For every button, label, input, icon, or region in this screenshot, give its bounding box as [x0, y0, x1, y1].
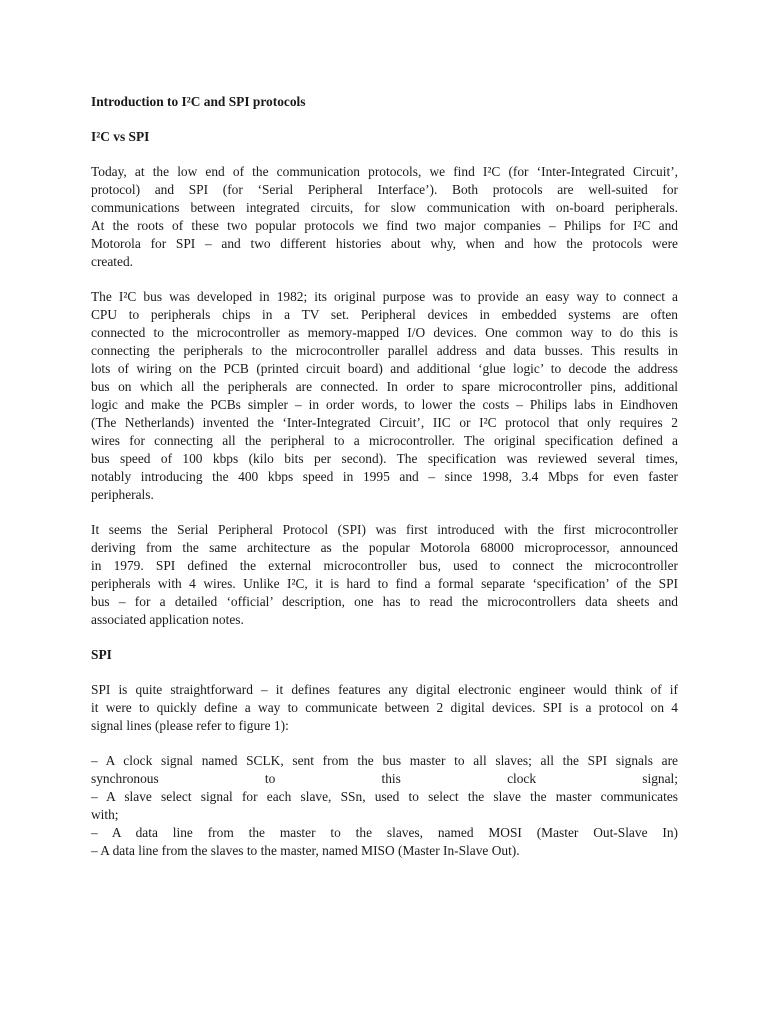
paragraph-line: (The Netherlands) invented the ‘Inter-Integrated Circuit’, IIC or I²C protocol that only requires 2 — [91, 415, 678, 430]
paragraph-line: connected to the microcontroller as memory-mapped I/O devices. One common way to do this is — [91, 325, 678, 340]
paragraph-line: signal lines (please refer to figure 1): — [91, 718, 289, 733]
paragraph-line: Today, at the low end of the communication protocols, we find I²C (for ‘Inter-Integrated Circuit’, — [91, 164, 678, 179]
paragraph-line: protocol) and SPI (for ‘Serial Peripheral Interface’). Both protocols are well-suited for — [91, 182, 678, 197]
list-item: – A slave select signal for each slave, SSn, used to select the slave the master communicates — [91, 789, 678, 804]
paragraph-line: The I²C bus was developed in 1982; its original purpose was to provide an easy way to connect a — [91, 289, 678, 304]
paragraph-line: bus – for a detailed ‘official’ description, one has to read the microcontrollers data sheets and — [91, 594, 678, 609]
list-item: with; — [91, 807, 119, 822]
paragraph-line: in 1979. SPI defined the external microcontroller bus, used to connect the microcontroller — [91, 558, 678, 573]
paragraph-line: CPU to peripherals chips in a TV set. Peripheral devices in embedded systems are often — [91, 307, 678, 322]
paragraph-line: wires for connecting all the peripheral to a microcontroller. The original specification defined a — [91, 433, 678, 448]
paragraph-line: logic and make the PCBs simpler – in order words, to lower the costs – Philips labs in Eindhoven — [91, 397, 678, 412]
paragraph-line: communications between integrated circuits, for slow communication with on-board peripherals. — [91, 200, 678, 215]
paragraph-line: it were to quickly define a way to communicate between 2 digital devices. SPI is a protocol on 4 — [91, 700, 678, 715]
paragraph-line: At the roots of these two popular protocols we find two major companies – Philips for I²C and — [91, 218, 678, 233]
section-heading-spi: SPI — [91, 647, 112, 662]
section-heading-i2c-vs-spi: I²C vs SPI — [91, 129, 150, 144]
paragraph-line: It seems the Serial Peripheral Protocol (SPI) was first introduced with the first microcontroller — [91, 522, 678, 537]
paragraph-line: peripherals. — [91, 487, 154, 502]
paragraph-line: created. — [91, 254, 133, 269]
list-item: – A clock signal named SCLK, sent from the bus master to all slaves; all the SPI signals are — [91, 753, 678, 768]
paragraph-line: SPI is quite straightforward – it defines features any digital electronic engineer would think of if — [91, 682, 678, 697]
list-item: – A data line from the slaves to the master, named MISO (Master In-Slave Out). — [91, 843, 520, 858]
paragraph-line: lots of wiring on the PCB (printed circuit board) and additional ‘glue logic’ to decode the address — [91, 361, 678, 376]
paragraph-intro — [91, 163, 678, 271]
paragraph-line: notably introducing the 400 kbps speed in 1995 and – since 1998, 3.4 Mbps for even faster — [91, 469, 678, 484]
document-title: Introduction to I²C and SPI protocols — [91, 94, 306, 109]
paragraph-line: associated application notes. — [91, 612, 244, 627]
list-item: synchronous to this clock signal; — [91, 771, 678, 786]
paragraph-i2c-history — [91, 288, 678, 504]
paragraph-line: bus speed of 100 kbps (kilo bits per second). The specification was reviewed several times, — [91, 451, 678, 466]
list-item: – A data line from the master to the slaves, named MOSI (Master Out-Slave In) — [91, 825, 678, 840]
paragraph-spi-overview — [91, 681, 678, 735]
paragraph-line: deriving from the same architecture as the popular Motorola 68000 microprocessor, announced — [91, 540, 678, 555]
document-page — [91, 93, 678, 860]
paragraph-line: bus on which all the peripherals are connected. In order to spare microcontroller pins, additional — [91, 379, 678, 394]
paragraph-line: peripherals with 4 wires. Unlike I²C, it is hard to find a formal separate ‘specification’ of the SPI — [91, 576, 678, 591]
signal-lines-list — [91, 752, 678, 860]
paragraph-line: connecting the peripherals to the microcontroller parallel address and data busses. This results in — [91, 343, 678, 358]
paragraph-spi-history — [91, 521, 678, 629]
paragraph-line: Motorola for SPI – and two different histories about why, when and how the protocols were — [91, 236, 678, 251]
